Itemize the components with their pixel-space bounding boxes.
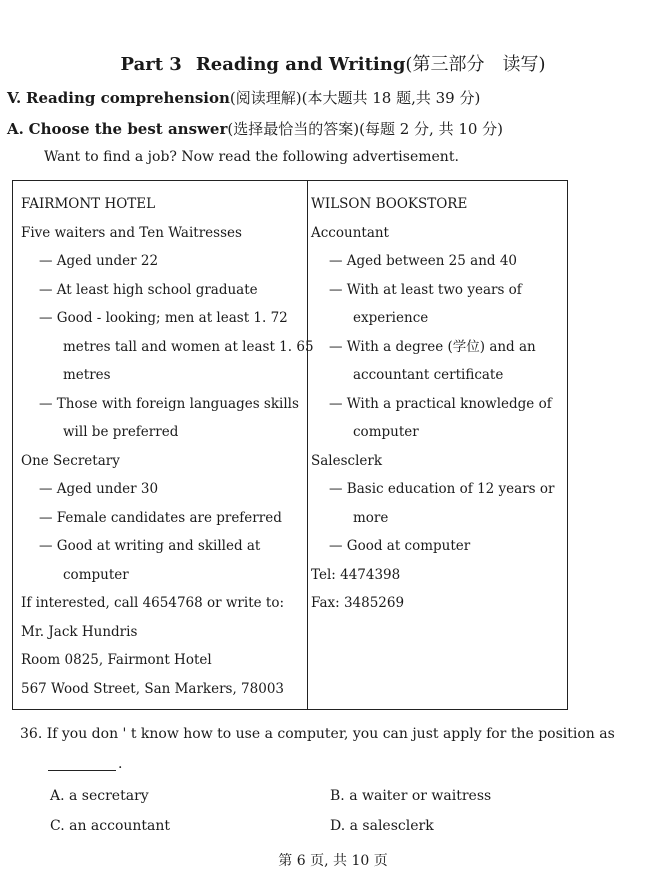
job-title: Five waiters and Ten Waitresses (21, 224, 242, 241)
job-title: Salesclerk (311, 452, 383, 469)
section-number: V. (7, 89, 22, 107)
subsection-title-cn: (选择最恰当的答案)(每题 2 分, 共 10 分) (227, 120, 504, 138)
part-label: Part 3 (120, 54, 182, 75)
intro-text: Want to find a job? Now read the following advertisement. (44, 149, 459, 165)
requirement: — Those with foreign languages skills (39, 395, 299, 412)
requirement-cont: more (353, 509, 389, 526)
section-title: Reading comprehension (26, 89, 230, 107)
part-title (0, 50, 666, 76)
requirement-cont: metres (63, 367, 111, 383)
requirement-cont: accountant certificate (353, 367, 504, 383)
part-name: Reading and Writing (195, 54, 406, 75)
bookstore-name: WILSON BOOKSTORE (311, 196, 468, 212)
requirement: — Good at writing and skilled at (39, 538, 261, 554)
requirement-cont: will be preferred (63, 424, 179, 440)
requirement: — At least high school graduate (39, 281, 258, 298)
hotel-name: FAIRMONT HOTEL (21, 196, 156, 212)
option-c[interactable]: C. an accountant (50, 818, 171, 834)
section-heading (7, 87, 480, 108)
advertisement-box (12, 180, 568, 710)
contact-address: 567 Wood Street, San Markers, 78003 (21, 680, 285, 697)
job-title: Accountant (311, 224, 389, 241)
part-name-cn: (第三部分 读写) (405, 54, 546, 75)
requirement-cont: metres tall and women at least 1. 65 (63, 338, 314, 355)
subsection-title: Choose the best answer (28, 120, 228, 138)
requirement: — With a degree (学位) and an (329, 338, 536, 355)
contact-line: If interested, call 4654768 or write to: (21, 595, 285, 611)
requirement-cont: experience (353, 310, 429, 326)
requirement: — With a practical knowledge of (329, 395, 552, 412)
option-b[interactable]: B. a waiter or waitress (330, 788, 492, 804)
requirement: — Female candidates are preferred (39, 509, 282, 526)
requirement: — Good at computer (329, 538, 471, 554)
contact-room: Room 0825, Fairmont Hotel (21, 652, 212, 668)
requirement: — With at least two years of (329, 281, 522, 298)
requirement: — Basic education of 12 years or (329, 481, 555, 497)
bookstore-column (311, 190, 561, 618)
telephone: Tel: 4474398 (311, 566, 401, 583)
requirement: — Aged under 30 (39, 481, 159, 497)
requirement: — Aged between 25 and 40 (329, 253, 518, 269)
section-title-cn: (阅读理解)(本大题共 18 题,共 39 分) (229, 89, 481, 107)
subsection-letter: A. (7, 120, 24, 138)
fax: Fax: 3485269 (311, 595, 405, 611)
answer-blank (48, 752, 116, 771)
question-36-text: 36. If you don ' t know how to use a computer, you can just apply for the position as (20, 726, 615, 742)
requirement: — Good - looking; men at least 1. 72 (39, 310, 288, 326)
page-footer: 第 6 页, 共 10 页 (278, 853, 388, 869)
answer-blank-period: . (118, 756, 123, 772)
job-title: One Secretary (21, 452, 120, 469)
column-divider (307, 181, 308, 709)
option-a[interactable]: A. a secretary (50, 788, 149, 804)
requirement-cont: computer (353, 424, 419, 440)
requirement: — Aged under 22 (39, 253, 159, 269)
hotel-column (21, 190, 314, 703)
option-d[interactable]: D. a salesclerk (330, 818, 434, 834)
subsection-heading (7, 118, 503, 139)
contact-name: Mr. Jack Hundris (21, 623, 138, 640)
requirement-cont: computer (63, 566, 129, 583)
